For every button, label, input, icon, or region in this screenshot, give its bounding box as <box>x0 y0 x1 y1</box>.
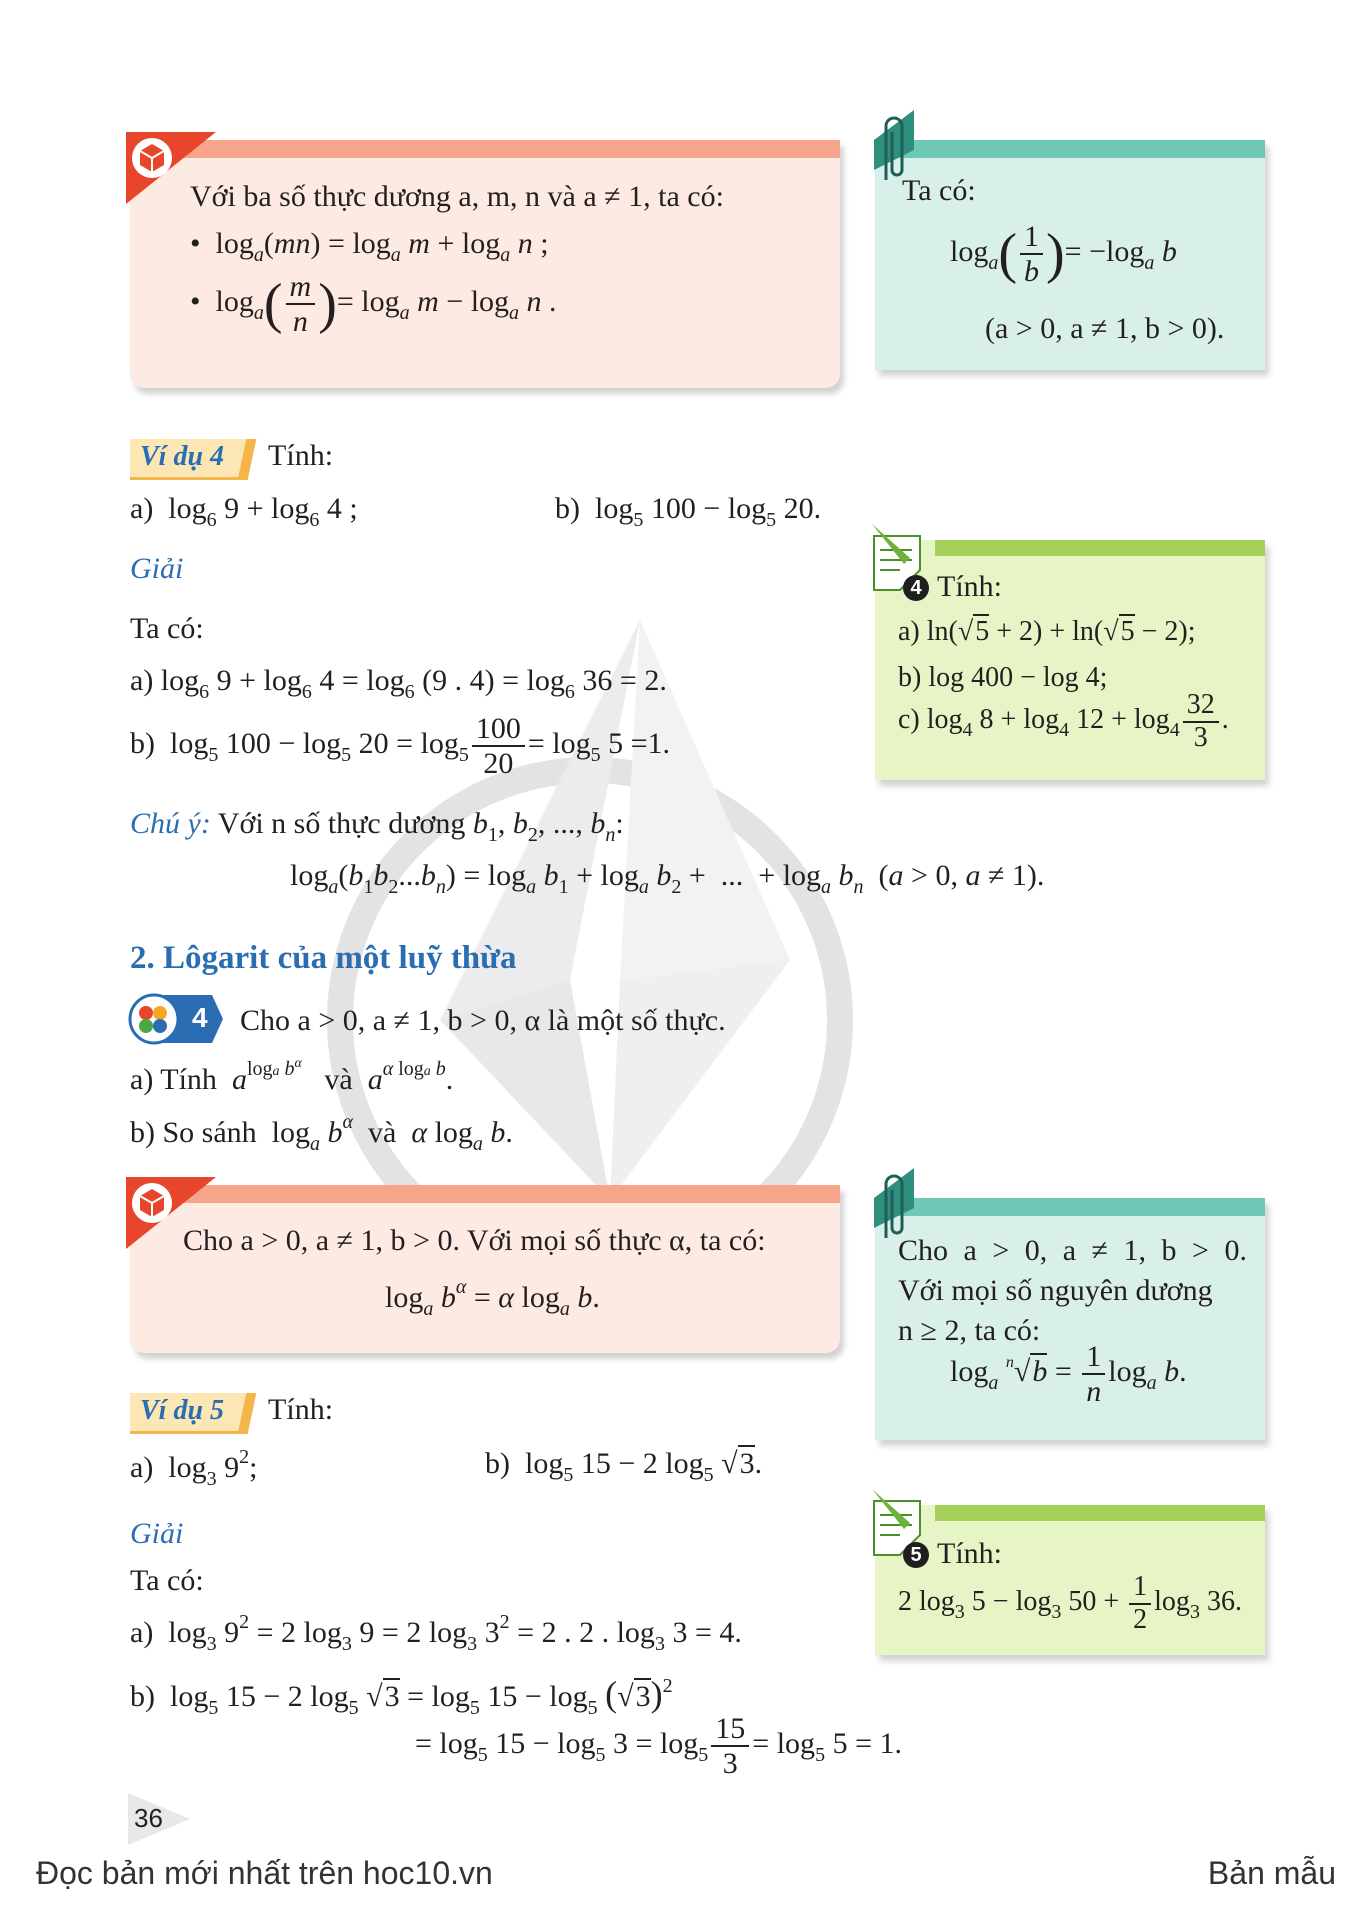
note1-condition: (a > 0, a ≠ 1, b > 0). <box>985 312 1225 345</box>
example5-badge: Ví dụ 5 <box>130 1393 246 1434</box>
formula-log-product-general: $\log_a(b_1b_2...b_n) = \log_a b_1 + \log_a b_2$ + ... + $\log_a b_n$ (a > 0, a ≠ 1). <box>290 859 1045 898</box>
example5-solution-label: Giải <box>130 1517 184 1550</box>
example4-part-b: b) $\log_5 100 - \log_5 20$. <box>555 492 822 531</box>
example4-badge: Ví dụ 4 <box>130 439 246 480</box>
example5-prompt: Tính: <box>268 1393 334 1426</box>
example5-part-a: a) $\log_3 9^2$; <box>130 1446 258 1490</box>
page-number: 36 <box>134 1803 163 1833</box>
example4-taco: Ta có: <box>130 612 204 645</box>
formula-log-quotient: • $\log_a$( $\frac{m}{n}$ )= $\log_a m - \log_a n$ . <box>190 270 557 338</box>
activity4-part-a: a) Tính $a^{loga b^\alpha}$ và $a^{\alpha loga b}$. <box>130 1056 454 1096</box>
footer-draft-label: Bản mẫu <box>1207 1855 1336 1891</box>
exercise4-prompt: Tính: <box>937 570 1002 603</box>
theorem-box-log-power <box>130 1185 840 1353</box>
exercise4-part-a: a) ln(√5 + 2) + ln(√5 − 2); <box>898 616 1196 647</box>
exercise4-part-c: c) $\log_4 8 + \log_4 12 + \log_4$ $\frac{32}{3}$ . <box>898 689 1229 753</box>
example5-part-b: b) $\log_5 15 - 2$ $\log_5 √3$. <box>485 1447 763 1486</box>
theorem2-intro: Cho a > 0, a ≠ 1, b > 0. Với mọi số thực α, ta có: <box>183 1224 766 1257</box>
formula-log-reciprocal: $\log_a$( $\frac{1}{b}$ )= $-\log_a$ b <box>950 220 1177 288</box>
activity4-part-b: b) So sánh $\log_a b^\alpha$ và α $\log_a b$. <box>130 1111 513 1155</box>
activity4-text: Cho a > 0, a ≠ 1, b > 0, α là một số thực. <box>240 1004 726 1037</box>
example5-solution-a: a) $\log_3 9^2 = 2$ $\log_3 9 = 2$ $\log_3 3^2 = 2$ . 2 . $\log_3 3 = 4$. <box>130 1611 742 1655</box>
exercise4-heading <box>903 568 1002 606</box>
example4-solution-a: a) $\log_6 9 + \log_6 4 = \log_6 (9$ . $4) = \log_6 36 = 2$. <box>130 664 667 703</box>
activity4-number: 4 <box>192 1002 208 1033</box>
exercise5-number: 5 <box>903 1542 929 1568</box>
chu-y-label: Chú ý: <box>130 807 211 840</box>
exercise4-part-b: b) log 400 − log 4; <box>898 662 1108 693</box>
example5-solution-b-line1: b) $\log_5 15 - 2$ $\log_5 √3 = \log_5 15 - \log_5 (√3)^2$ <box>130 1674 673 1719</box>
exercise4-number: 4 <box>903 575 929 601</box>
example4-solution-label: Giải <box>130 552 184 585</box>
example5-solution-b-line2: = $\log_5 15 - \log_5 3 = \log_5$ $\frac{15}{3}$ = $\log_5 5 = 1$. <box>415 1712 902 1780</box>
example4-part-a: a) $\log_6 9 + \log_6 4$ ; <box>130 492 358 531</box>
example4-heading <box>130 437 333 480</box>
chu-y-text: Với n số thực dương <box>217 807 466 840</box>
exercise5-expression: 2 $\log_3 5 - \log_3 50$ + $\frac{1}{2}$ $\log_3 36$. <box>898 1571 1242 1635</box>
note2-line2: Với mọi số nguyên dương <box>898 1274 1213 1307</box>
formula-log-root: $\log_a ^n√b$ = $\frac{1}{n}$ $\log_a b$. <box>950 1340 1187 1408</box>
note2-line1: Cho a > 0, a ≠ 1, b > 0. <box>898 1234 1247 1267</box>
example5-heading <box>130 1391 333 1434</box>
exercise5-prompt: Tính: <box>937 1537 1002 1570</box>
activity-icon <box>128 993 223 1045</box>
section2-title: 2. Lôgarit của một luỹ thừa <box>130 940 517 976</box>
formula-log-power: $\log_a b^\alpha = \alpha$ $\log_a b$. <box>385 1276 600 1320</box>
theorem1-intro: Với ba số thực dương a, m, n và a ≠ 1, ta có: <box>190 180 724 213</box>
footer-source-link[interactable]: Đọc bản mới nhất trên hoc10.vn <box>36 1855 493 1891</box>
note2-line3: n ≥ 2, ta có: <box>898 1314 1041 1347</box>
formula-log-product: • $\log_a(mn) = \log_a m + \log_a n$ ; <box>190 227 549 266</box>
exercise5-heading <box>903 1535 1002 1573</box>
note1-intro: Ta có: <box>902 174 976 207</box>
example5-taco: Ta có: <box>130 1564 204 1597</box>
note-chu-y: Chú ý: Với n số thực dương $b_1$, $b_2$, ..., $b_n$: <box>130 807 624 846</box>
example4-prompt: Tính: <box>268 439 334 472</box>
example4-solution-b: b) $\log_5 100 - \log_5 20 = \log_5$ $\frac{100}{20}$ = $\log_5 5 =1$. <box>130 712 671 780</box>
